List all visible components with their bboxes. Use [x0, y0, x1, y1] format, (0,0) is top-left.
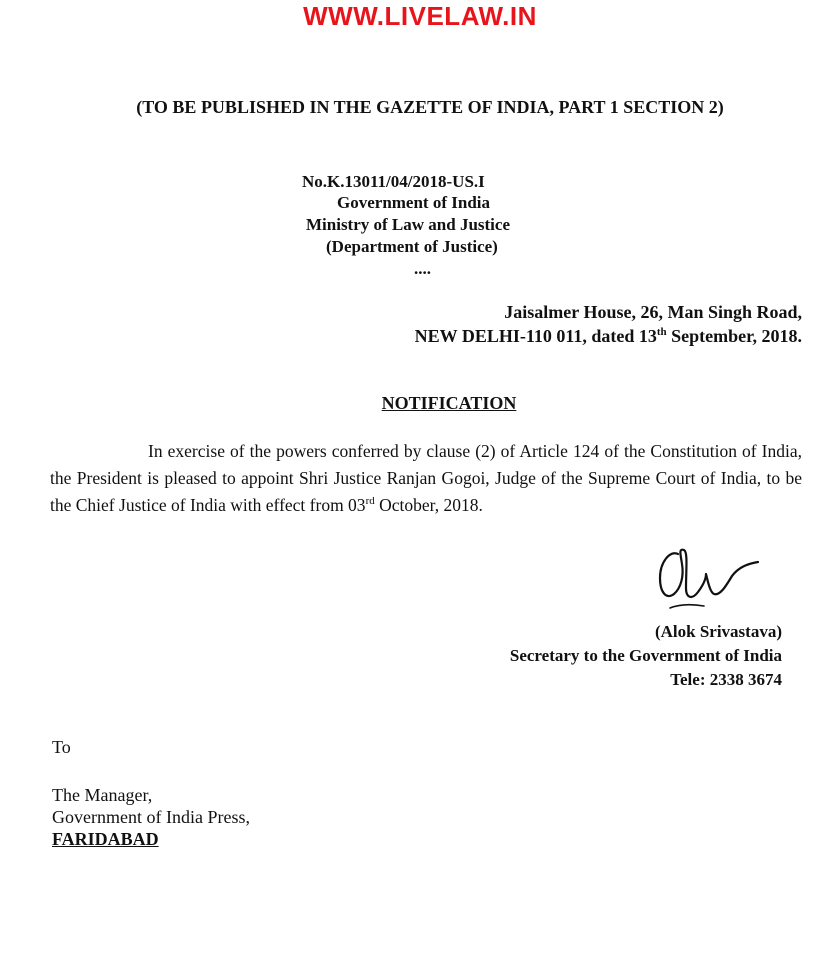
recipient-city: FARIDABAD	[52, 829, 159, 849]
address-month-year: September, 2018.	[666, 326, 802, 346]
address-line-2	[415, 326, 802, 347]
notification-title: NOTIFICATION	[381, 393, 517, 413]
signatory-designation: Secretary to the Government of India	[509, 646, 782, 665]
department-name: (Department of Justice)	[326, 237, 498, 256]
address-line-1: Jaisalmer House, 26, Man Singh Road,	[504, 302, 802, 322]
notification-body	[50, 438, 802, 519]
signatory-name: (Alok Srivastava)	[654, 622, 782, 641]
recipient-line-1: The Manager,	[52, 785, 153, 805]
body-ordinal-suffix: rd	[365, 495, 375, 508]
recipient-line-2: Government of India Press,	[52, 807, 250, 827]
body-text-end: October, 2018.	[374, 495, 483, 515]
ministry-name: Ministry of Law and Justice	[306, 215, 510, 234]
body-text-main: In exercise of the powers conferred by clause (2) of Article 124 of the Constitution of India, the President is pleased to appoint Shri Justice Ranjan Gogoi, Judge of the Supreme Court of India, to be the Chief Justice of India with effect from 03	[50, 441, 802, 515]
recipient-to: To	[52, 737, 71, 757]
handwritten-signature	[648, 540, 778, 620]
government-name: Government of India	[337, 193, 490, 212]
header-separator: ....	[414, 259, 431, 278]
date-ordinal-suffix: th	[656, 326, 667, 338]
signatory-phone: Tele: 2338 3674	[670, 670, 782, 689]
gazette-publication-line: (TO BE PUBLISHED IN THE GAZETTE OF INDIA, PART 1 SECTION 2)	[136, 97, 724, 117]
address-place-date: NEW DELHI-110 011, dated 13	[414, 326, 657, 346]
file-number: No.K.13011/04/2018-US.I	[302, 172, 485, 191]
livelaw-watermark: WWW.LIVELAW.IN	[303, 1, 537, 31]
